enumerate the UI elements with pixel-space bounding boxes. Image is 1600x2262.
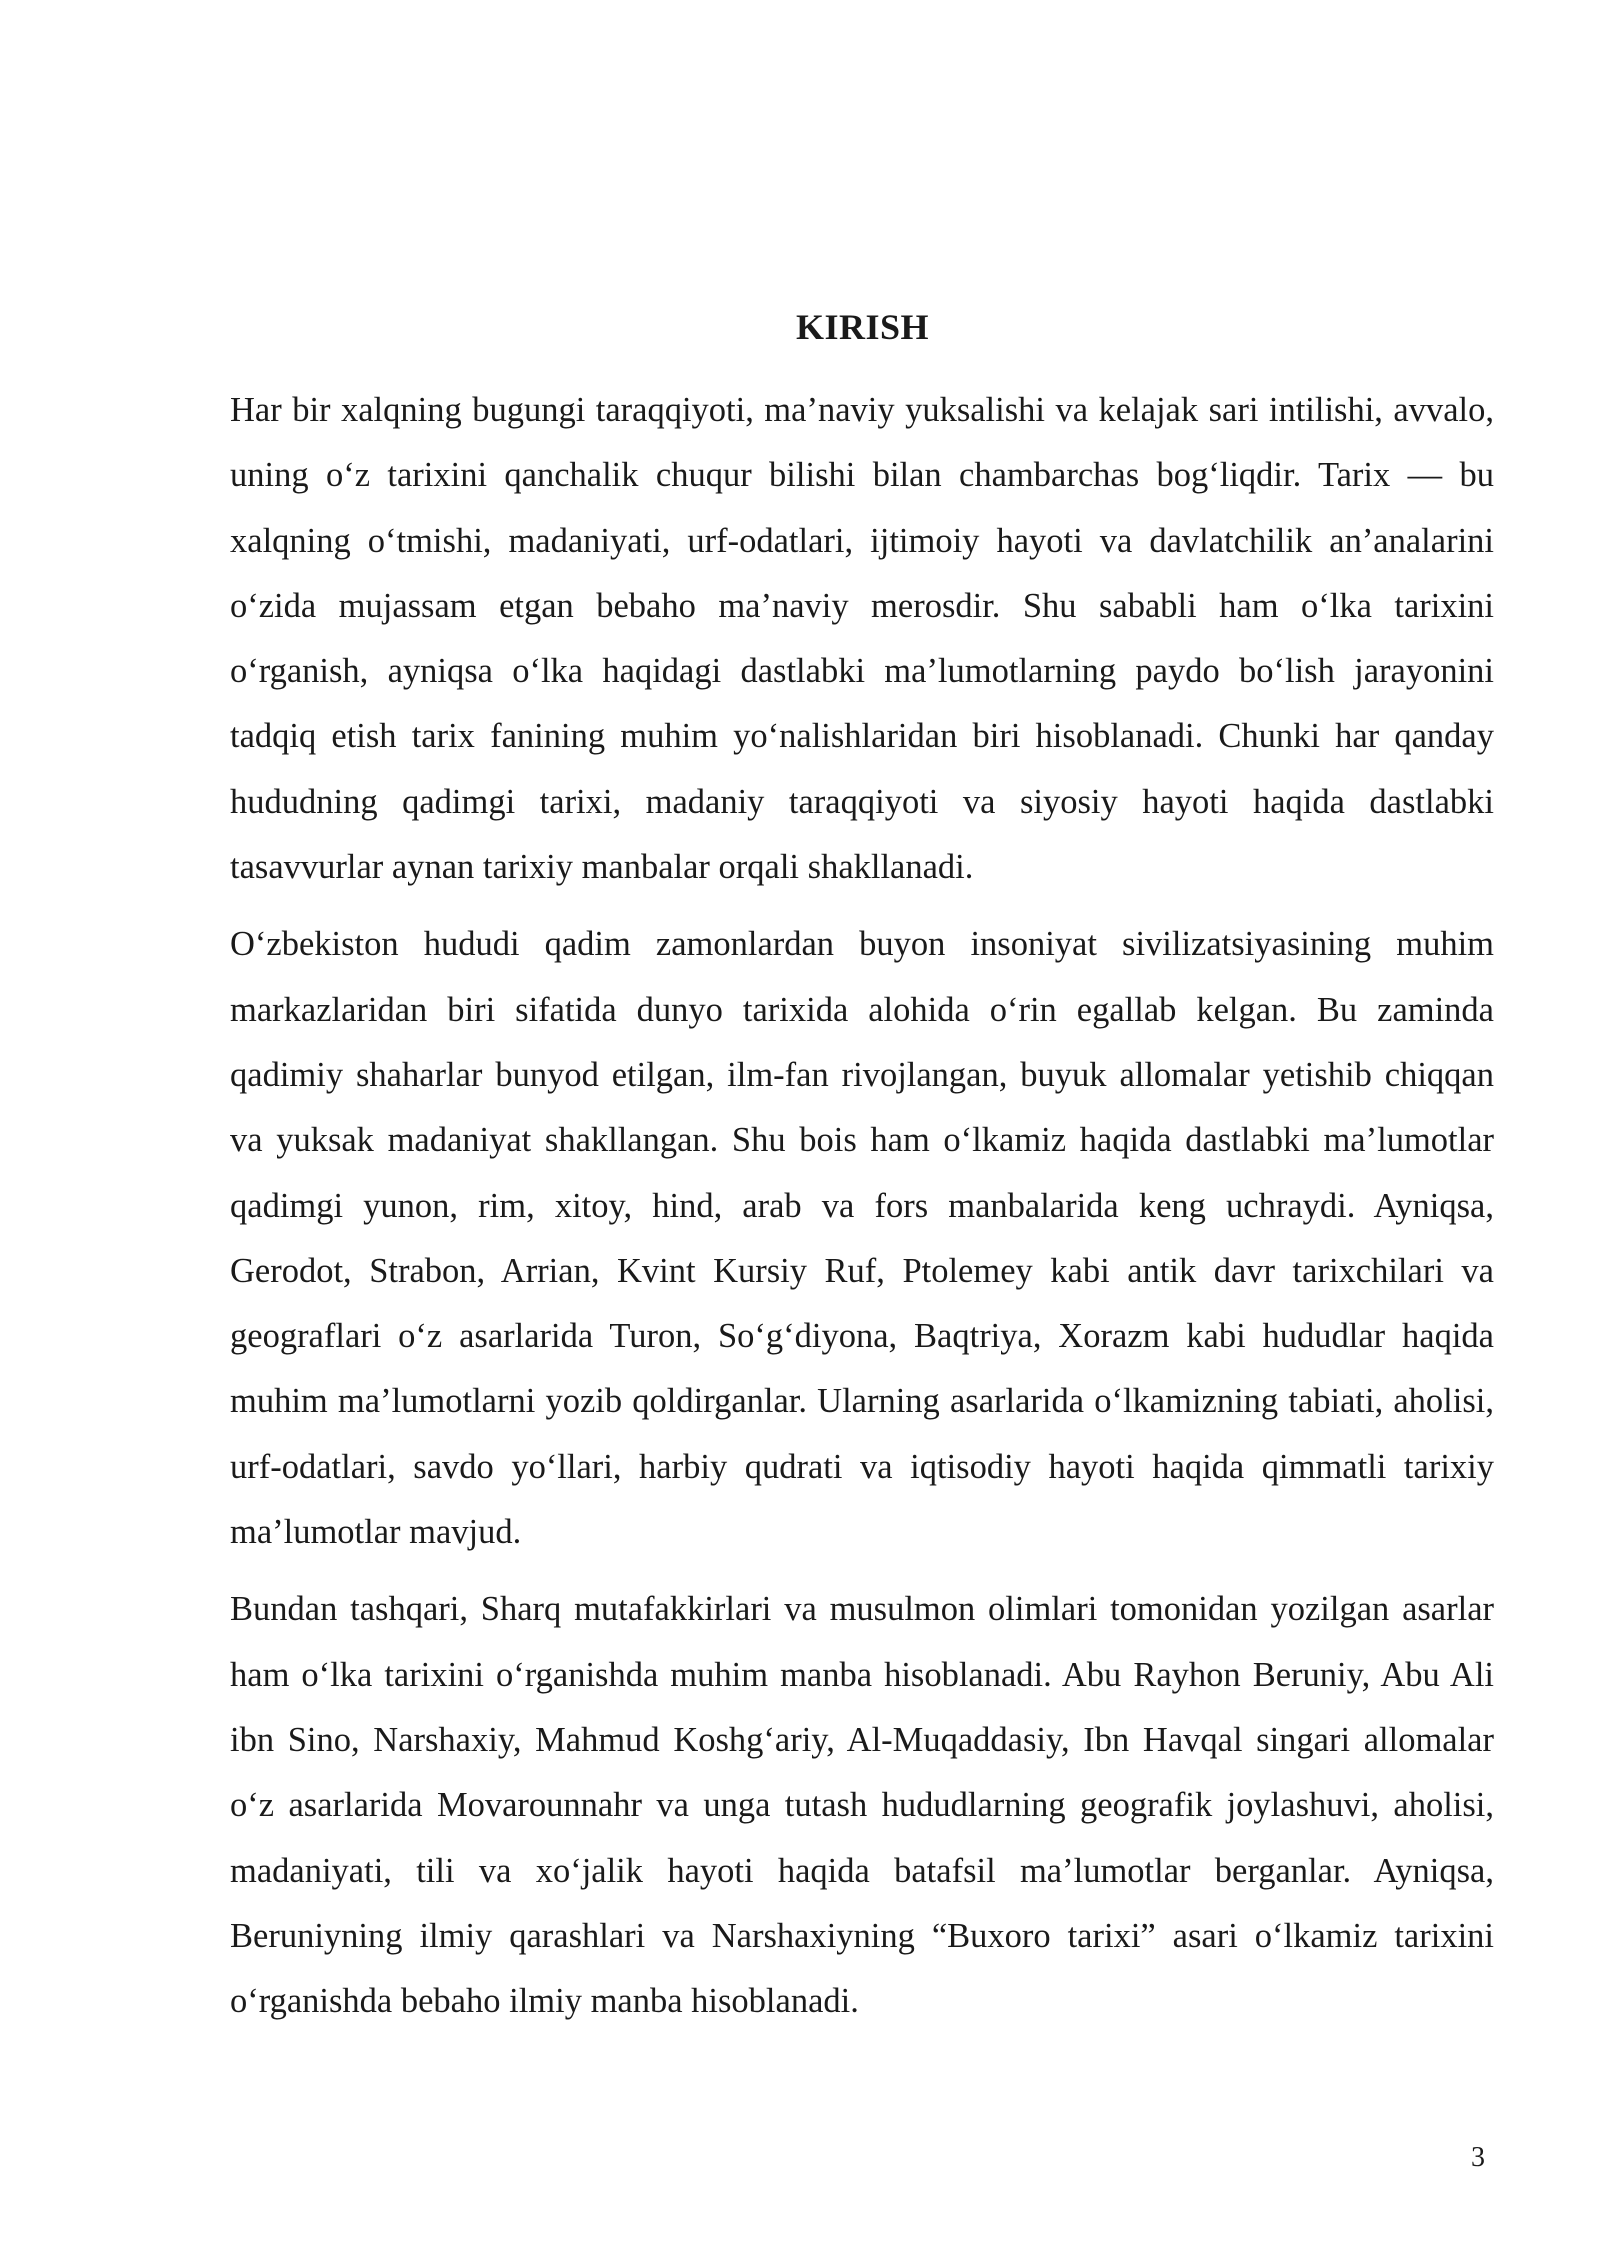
body-text	[230, 378, 1494, 2046]
page-number: 3	[1471, 2142, 1485, 2173]
paragraph-2: O‘zbekiston hududi qadim zamonlardan buyon insoniyat sivilizatsiyasining muhim markazlaridan biri sifatida dunyo tarixida alohida o‘rin egallab kelgan. Bu zaminda qadimiy shaharlar bunyod etilgan, ilm-fan rivojlangan, buyuk allomalar yetishib chiqqan va yuksak madaniyat shakllangan. Shu bois ham o‘lkamiz haqida dastlabki ma’lumotlar qadimgi yunon, rim, xitoy, hind, arab va fors manbalarida keng uchraydi. Ayniqsa, Gerodot, Strabon, Arrian, Kvint Kursiy Ruf, Ptolemey kabi antik davr tarixchilari va geograflari o‘z asarlarida Turon, So‘g‘diyona, Baqtriya, Xorazm kabi hududlar haqida muhim ma’lumotlarni yozib qoldirganlar. Ularning asarlarida o‘lkamizning tabiati, aholisi, urf-odatlari, savdo yo‘llari, harbiy qudrati va iqtisodiy hayoti haqida qimmatli tarixiy ma’lumotlar mavjud.	[230, 925, 1494, 1552]
paragraph-3: Bundan tashqari, Sharq mutafakkirlari va musulmon olimlari tomonidan yozilgan asarlar ham o‘lka tarixini o‘rganishda muhim manba hisoblanadi. Abu Rayhon Beruniy, Abu Ali ibn Sino, Narshaxiy, Mahmud Koshg‘ariy, Al-Muqaddasiy, Ibn Havqal singari allomalar o‘z asarlarida Movarounnahr va unga tutash hududlarning geografik joylashuvi, aholisi, madaniyati, tili va xo‘jalik hayoti haqida batafsil ma’lumotlar berganlar. Ayniqsa, Beruniyning ilmiy qarashlari va Narshaxiyning “Buxoro tarixi” asari o‘lkamiz tarixini o‘rganishda bebaho ilmiy manba hisoblanadi.	[230, 1590, 1494, 2021]
page-title: KIRISH	[795, 307, 930, 347]
paragraph-1: Har bir xalqning bugungi taraqqiyoti, ma’naviy yuksalishi va kelajak sari intilishi, avvalo, uning o‘z tarixini qanchalik chuqur bilishi bilan chambarchas bog‘liqdir. Tarix — bu xalqning o‘tmishi, madaniyati, urf-odatlari, ijtimoiy hayoti va davlatchilik an’analarini o‘zida mujassam etgan bebaho ma’naviy merosdir. Shu sababli ham o‘lka tarixini o‘rganish, ayniqsa o‘lka haqidagi dastlabki ma’lumotlarning paydo bo‘lish jarayonini tadqiq etish tarix fanining muhim yo‘nalishlaridan biri hisoblanadi. Chunki har qanday hududning qadimgi tarixi, madaniy taraqqiyoti va siyosiy hayoti haqida dastlabki tasavvurlar aynan tarixiy manbalar orqali shakllanadi.	[230, 391, 1494, 887]
